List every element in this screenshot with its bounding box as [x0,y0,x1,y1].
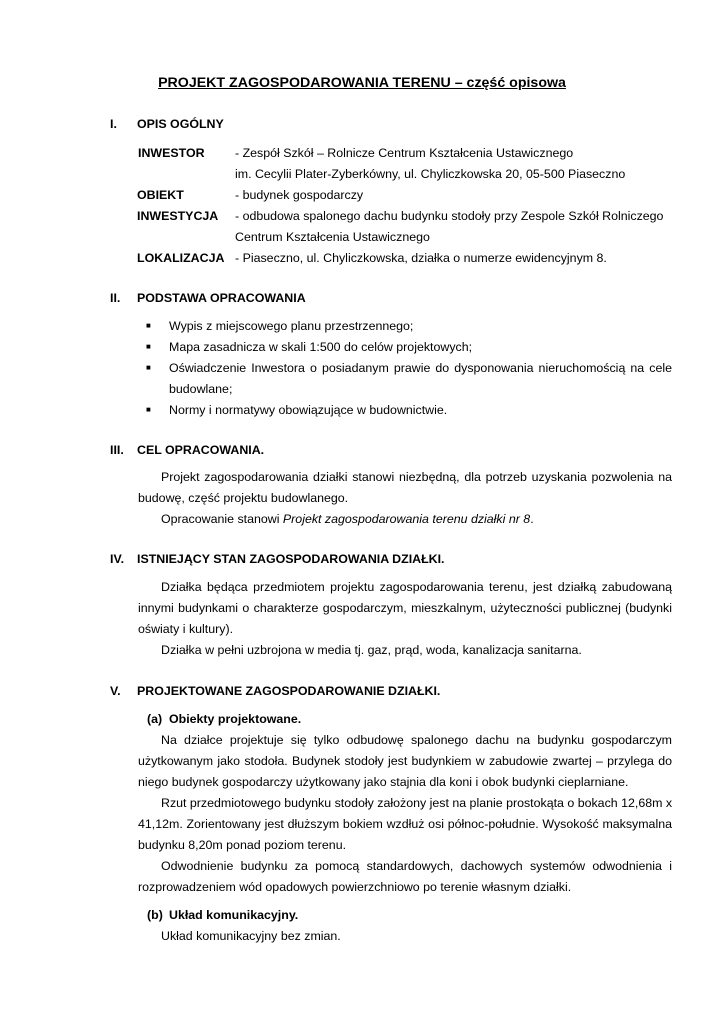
subsection-a-letter: (a) [147,712,163,726]
subsection-a-title: Obiekty projektowane. [169,712,302,726]
subsection-b-heading [147,908,298,922]
goal-paragraph-1-line1: Projekt zagospodarowania działki stanowi niezbędną, dla potrzeb uzyskania pozwolenia na [161,470,672,484]
section-3-heading [110,443,264,457]
section-1-heading [110,117,224,131]
existing-paragraph-1-line3: oświaty i kultury). [138,622,234,636]
planned-paragraph-1-line2: użytkowanym jako stodoła. Budynek stodoły jest budynkiem w zabudowie zwartej – przylega do [138,754,672,768]
section-2-title: PODSTAWA OPRACOWANIA [137,291,306,305]
basis-item-1: Wypis z miejscowego planu przestrzennego; [169,319,414,333]
communication-paragraph: Układ komunikacyjny bez zmian. [161,929,341,943]
existing-paragraph-1-line2: innymi budynkami o charakterze gospodarczym, mieszkalnym, użyteczności publicznej (budynki [138,601,672,615]
basis-item-4: Normy i normatywy obowiązujące w budownictwie. [169,403,448,417]
section-3-number: III. [110,443,124,457]
section-1-title: OPIS OGÓLNY [137,117,224,131]
goal-paragraph-2-text: Opracowanie stanowi [161,512,283,526]
section-3-title: CEL OPRACOWANIA. [137,443,265,457]
obiekt-value: - budynek gospodarczy [235,188,364,202]
inwestor-value-line1: - Zespół Szkół – Rolnicze Centrum Kształcenia Ustawicznego [235,146,574,160]
inwestycja-value-line1: - odbudowa spalonego dachu budynku stodoły przy Zespole Szkół Rolniczego [235,209,664,223]
bullet-square-icon: ■ [146,321,151,330]
subsection-b-title: Układ komunikacyjny. [169,908,299,922]
section-1-number: I. [110,117,117,131]
existing-paragraph-2: Działka w pełni uzbrojona w media tj. gaz, prąd, woda, kanalizacja sanitarna. [161,643,582,657]
planned-paragraph-2-line2: 41,12m. Zorientowany jest dłuższym bokiem wzdłuż osi północ-południe. Wysokość maksymalna [138,817,672,831]
section-2-heading [110,291,306,305]
planned-paragraph-1-line1: Na działce projektuje się tylko odbudowę spalonego dachu na budynku gospodarczym [161,733,672,747]
basis-item-3-line1: Oświadczenie Inwestora o posiadanym prawie do dysponowania nieruchomością na cele [169,361,672,375]
basis-item-2: Mapa zasadnicza w skali 1:500 do celów projektowych; [169,340,473,354]
section-4-title: ISTNIEJĄCY STAN ZAGOSPODAROWANIA DZIAŁKI. [137,552,445,566]
section-5-title: PROJEKTOWANE ZAGOSPODAROWANIE DZIAŁKI. [137,684,441,698]
planned-paragraph-2-line3: budynku 8,20m ponad poziom terenu. [138,838,347,852]
bullet-square-icon: ■ [146,363,151,372]
subsection-b-letter: (b) [147,908,163,922]
goal-paragraph-2 [161,512,534,526]
inwestor-value-line2: im. Cecylii Plater-Zyberkówny, ul. Chyliczkowska 20, 05-500 Piaseczno [235,167,626,181]
page-title: PROJEKT ZAGOSPODAROWANIA TERENU – część opisowa [158,75,566,91]
existing-paragraph-1-line1: Działka będąca przedmiotem projektu zagospodarowania terenu, jest działką zabudowaną [161,580,672,594]
section-2-number: II. [110,291,121,305]
subsection-a-heading [147,712,301,726]
planned-paragraph-3-line1: Odwodnienie budynku za pomocą standardowych, dachowych systemów odwodnienia i [161,859,672,873]
inwestor-label: INWESTOR [138,146,205,160]
goal-paragraph-2-italic: Projekt zagospodarowania terenu działki nr 8 [282,512,531,526]
inwestycja-value-line2: Centrum Kształcenia Ustawicznego [235,230,430,244]
section-4-number: IV. [110,552,125,566]
planned-paragraph-2-line1: Rzut przedmiotowego budynku stodoły założony jest na planie prostokąta o bokach 12,68m x [161,796,673,810]
basis-item-3-line2: budowlane; [169,382,233,396]
section-4-heading [110,552,444,566]
lokalizacja-value: - Piaseczno, ul. Chyliczkowska, działka o numerze ewidencyjnym 8. [235,251,607,265]
planned-paragraph-1-line3: niego budynek gospodarczy użytkowany jako stajnia dla koni i obok budynki cieplarniane. [138,775,629,789]
lokalizacja-label: LOKALIZACJA [137,251,225,265]
section-5-number: V. [110,684,121,698]
inwestycja-label: INWESTYCJA [137,209,219,223]
planned-paragraph-3-line2: rozprowadzeniem wód opadowych powierzchniowo po terenie własnym działki. [138,880,572,894]
bullet-square-icon: ■ [146,405,151,414]
goal-paragraph-2-end: . [530,512,534,526]
section-5-heading [110,684,440,698]
obiekt-label: OBIEKT [137,188,184,202]
bullet-square-icon: ■ [146,342,151,351]
goal-paragraph-1-line2: budowę, część projektu budowlanego. [138,491,349,505]
